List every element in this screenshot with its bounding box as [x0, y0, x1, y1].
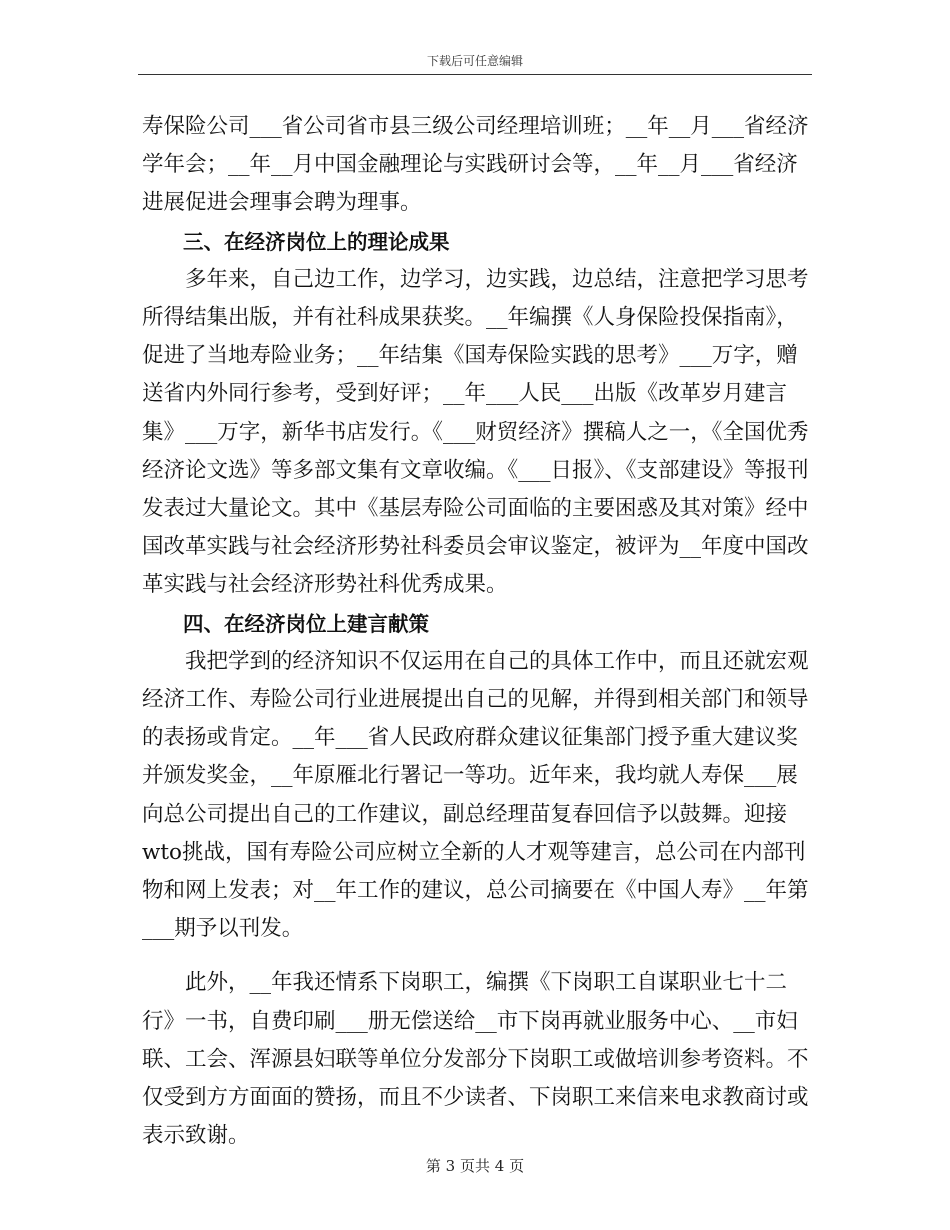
page-header: 下载后可任意编辑	[426, 54, 523, 68]
paragraph-theory-results: 多年来，自己边工作，边学习，边实践，边总结，注意把学习思考所得结集出版，并有社科成果获奖。__年编撰《人身保险投保指南》，促进了当地寿险业务；__年结集《国寿保险实践的思考》___万字，赠送省内外同行参考，受到好评；__年___人民___出版《改革岁月建言集》___万字，新华书店发行。《___财贸经济》撰稿人之一，《全国优秀经济论文选》等多部文集有文章收编。《___日报》、《支部建设》等报刊发表过大量论文。其中《基层寿险公司面临的主要困惑及其对策》经中国改革实践与社会经济形势社科委员会审议鉴定，被评为__年度中国改革实践与社会经济形势社科优秀成果。	[142, 266, 809, 598]
document-body	[142, 108, 812, 1155]
section-heading-theory-results: 三、在经济岗位上的理论成果	[183, 229, 450, 254]
section-heading-suggestions: 四、在经济岗位上建言献策	[183, 611, 429, 636]
paragraph-suggestions: 我把学到的经济知识不仅运用在自己的具体工作中，而且还就宏观经济工作、寿险公司行业进展提出自己的见解，并得到相关部门和领导的表扬或肯定。__年___省人民政府群众建议征集部门授予重大建议奖并颁发奖金，__年原雁北行署记一等功。近年来，我均就人寿保___展向总公司提出自己的工作建议，副总经理苗复春回信予以鼓舞。迎接wto挑战，国有寿险公司应树立全新的人才观等建言，总公司在内部刊物和网上发表；对__年工作的建议，总公司摘要在《中国人寿》__年第___期予以刊发。	[142, 648, 809, 942]
paragraph-continuation: 寿保险公司___省公司省市县三级公司经理培训班；__年__月___省经济学年会；__年__月中国金融理论与实践研讨会等，__年__月___省经济进展促进会理事会聘为理事。	[142, 114, 809, 216]
paragraph-laid-off-workers: 此外，__年我还情系下岗职工，编撰《下岗职工自谋职业七十二行》一书，自费印刷___册无偿送给__市下岗再就业服务中心、__市妇联、工会、浑源县妇联等单位分发部分下岗职工或做培训参考资料。不仅受到方方面面的赞扬，而且不少读者、下岗职工来信来电求教商讨或表示致谢。	[142, 970, 809, 1149]
page-number: 第 3 页共 4 页	[425, 1157, 525, 1175]
header-divider	[138, 74, 812, 75]
